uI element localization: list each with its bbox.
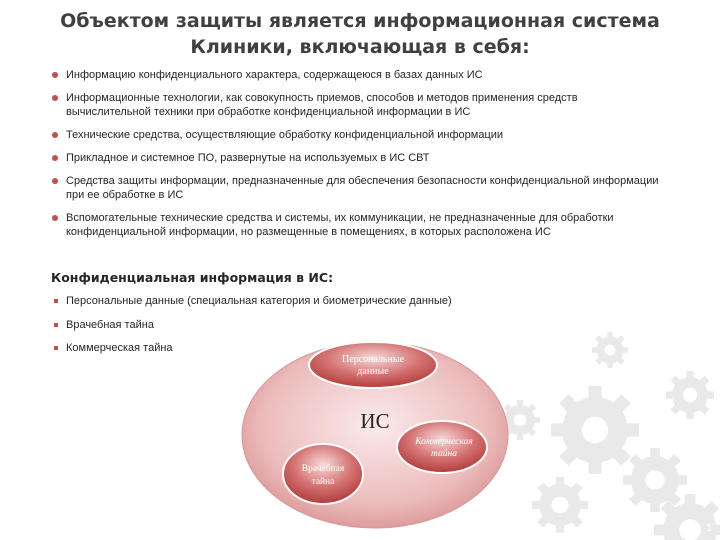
list-item: Информацию конфиденциального характера, содержащеюся в базах данных ИС <box>52 68 662 82</box>
bullet-dot-icon <box>52 155 58 161</box>
list-item: Информационные технологии, как совокупность приемов, способов и методов применения средств вычислительной техники при обработке конфиденциальной информации в ИС <box>52 91 662 119</box>
medical-secret-label-2: тайна <box>311 477 335 487</box>
bullet-dot-icon <box>52 178 58 184</box>
list-item: Врачебная тайна <box>52 318 452 332</box>
bullet-square-icon <box>54 323 58 327</box>
list-item: Вспомогательные технические средства и системы, их коммуникации, не предназначенные для обработки конфиденциальной информации, но размещенные в помещениях, в которых расположена ИС <box>52 211 662 239</box>
medical-secret-circle <box>283 444 363 504</box>
personal-data-label-2: данные <box>357 366 389 377</box>
list-item: Персональные данные (специальная категория и биометрические данные) <box>52 294 452 308</box>
confidential-info-heading: Конфиденциальная информация в ИС: <box>51 270 334 285</box>
personal-data-label-1: Персональные <box>341 354 405 365</box>
list-item: Прикладное и системное ПО, развернутые на используемых в ИС СВТ <box>52 151 662 165</box>
slide-title <box>40 8 680 60</box>
bullet-square-icon <box>54 346 58 350</box>
commercial-secret-label-2: тайна <box>431 449 457 459</box>
is-diagram <box>240 340 510 530</box>
list-item: Средства защиты информации, предназначенные для обеспечения безопасности конфиденциальной информации при ее обработке в ИС <box>52 174 662 202</box>
bullet-dot-icon <box>52 72 58 78</box>
personal-data-circle <box>309 342 437 388</box>
page-number: 1 <box>705 522 712 534</box>
commercial-secret-circle <box>397 421 487 473</box>
commercial-secret-label-1: Коммерческая <box>415 437 473 447</box>
main-bullet-list <box>52 68 662 248</box>
title-line-1: Объектом защиты является информационная система <box>60 10 660 32</box>
bullet-dot-icon <box>52 215 58 221</box>
bullet-square-icon <box>54 299 58 303</box>
bullet-dot-icon <box>52 132 58 138</box>
title-line-2: Клиники, включающая в себя: <box>190 36 530 58</box>
list-item: Коммерческая тайна <box>52 341 452 355</box>
list-item: Технические средства, осуществляющие обработку конфиденциальной информации <box>52 128 662 142</box>
bullet-dot-icon <box>52 95 58 101</box>
medical-secret-label-1: Врачебная <box>301 464 345 474</box>
is-center-label: ИС <box>360 409 390 433</box>
